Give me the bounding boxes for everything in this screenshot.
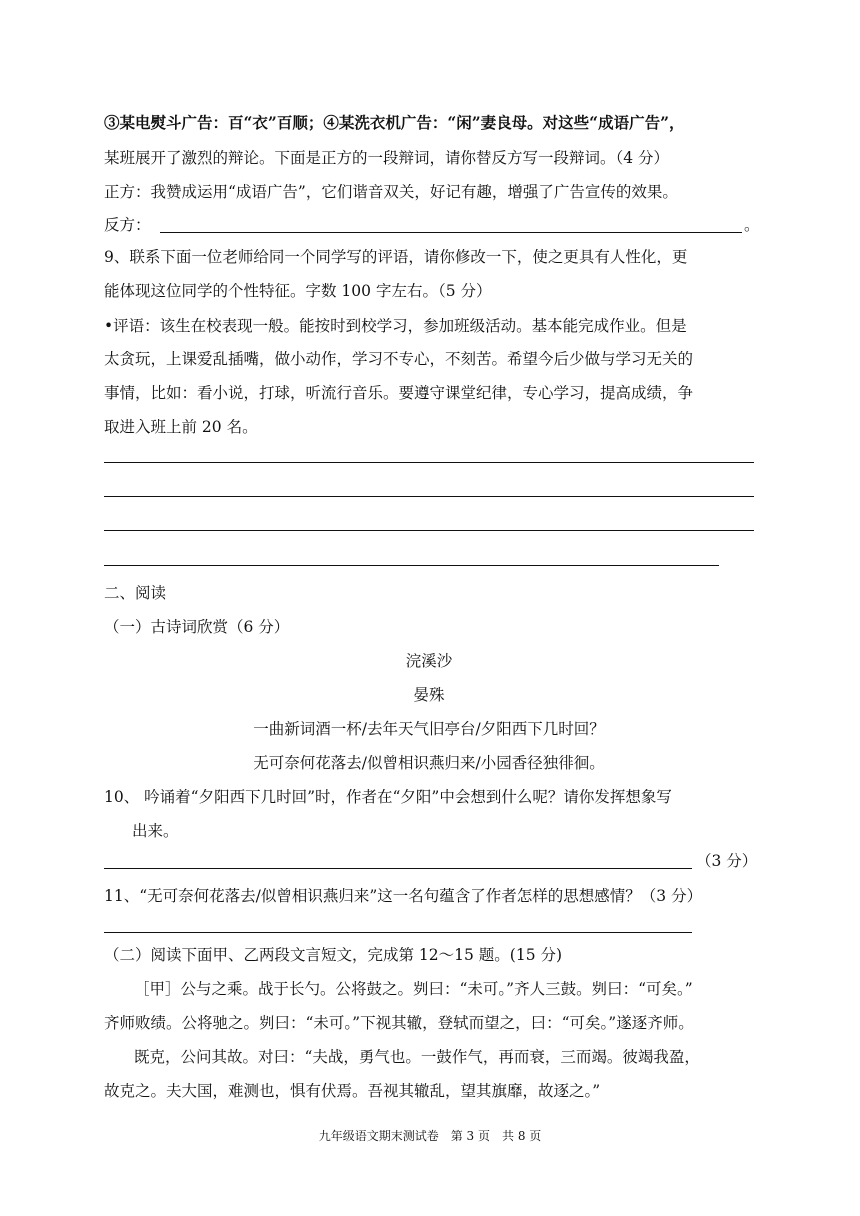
q9-answer-line-4[interactable] bbox=[104, 565, 719, 566]
q8-answer-label: 反方： bbox=[104, 216, 151, 234]
poem-title: 浣溪沙 bbox=[405, 652, 453, 670]
page-footer: 九年级语文期末测试卷 第 3 页 共 8 页 bbox=[318, 1129, 542, 1143]
q9-comment-4: 取进入班上前 20 名。 bbox=[104, 418, 258, 436]
q8-answer-line[interactable] bbox=[160, 232, 742, 233]
passage-jia-line-3: 既克，公问其故。对曰：“夫战，勇气也。一鼓作气，再而衰，三而竭。彼竭我盈， bbox=[134, 1048, 700, 1066]
q11-line-1: 11、“无可奈何花落去/似曾相识燕归来”这一名句蕴含了作者怎样的思想感情？（3 分） bbox=[104, 887, 703, 905]
part-1-heading: （一）古诗词欣赏（6 分） bbox=[104, 618, 290, 636]
q10-line-1: 10、 吟诵着“夕阳西下几时回”时，作者在“夕阳”中会想到什么呢？请你发挥想象写 bbox=[104, 788, 672, 806]
poem-author: 晏殊 bbox=[413, 686, 445, 704]
q8-answer-end: 。 bbox=[744, 216, 760, 234]
q11-answer-line[interactable] bbox=[104, 932, 692, 933]
q8-line-2: 某班展开了激烈的辩论。下面是正方的一段辩词，请你替反方写一段辩词。（4 分） bbox=[104, 149, 670, 167]
poem-line-1: 一曲新词酒一杯/去年天气旧亭台/夕阳西下几时回？ bbox=[253, 720, 605, 738]
passage-jia-line-2: 齐师败绩。公将驰之。刿曰：“未可。”下视其辙，登轼而望之，曰：“可矣。”遂逐齐师。 bbox=[104, 1014, 694, 1032]
q10-score: （3 分） bbox=[696, 852, 758, 870]
poem-line-2: 无可奈何花落去/似曾相识燕归来/小园香径独徘徊。 bbox=[253, 754, 605, 772]
q9-comment-3: 事情，比如：看小说，打球，听流行音乐。要遵守课堂纪律，专心学习，提高成绩，争 bbox=[104, 384, 694, 402]
q10-answer-line[interactable] bbox=[104, 868, 692, 869]
q9-comment-2: 太贪玩，上课爱乱插嘴，做小动作，学习不专心，不刻苦。希望今后少做与学习无关的 bbox=[104, 350, 694, 368]
q8-line-1: ③某电熨斗广告：百“衣”百顺；④某洗衣机广告：“闲”妻良母。对这些“成语广告”， bbox=[104, 113, 685, 132]
q9-line-2: 能体现这位同学的个性特征。字数 100 字左右。（5 分） bbox=[104, 282, 492, 300]
q9-answer-line-2[interactable] bbox=[104, 496, 754, 497]
q8-line-3: 正方：我赞成运用“成语广告”，它们谐音双关，好记有趣，增强了广告宣传的效果。 bbox=[104, 183, 678, 201]
part-2-heading: （二）阅读下面甲、乙两段文言短文，完成第 12～15 题。(15 分) bbox=[104, 946, 563, 964]
q9-line-1: 9、联系下面一位老师给同一个同学写的评语，请你修改一下，使之更具有人性化，更 bbox=[104, 248, 688, 266]
passage-jia-line-4: 故克之。夫大国，难测也，惧有伏焉。吾视其辙乱，望其旗靡，故逐之。” bbox=[104, 1082, 601, 1100]
q9-answer-line-1[interactable] bbox=[104, 462, 754, 463]
passage-jia-line-1: ［甲］公与之乘。战于长勺。公将鼓之。刿曰：“未可。”齐人三鼓。刿曰：“可矣。” bbox=[134, 980, 693, 998]
q9-comment-1: •评语：该生在校表现一般。能按时到校学习，参加班级活动。基本能完成作业。但是 bbox=[104, 317, 687, 335]
q10-line-2: 出来。 bbox=[132, 822, 179, 840]
section-heading: 二、阅读 bbox=[104, 584, 167, 602]
q9-answer-line-3[interactable] bbox=[104, 530, 754, 531]
